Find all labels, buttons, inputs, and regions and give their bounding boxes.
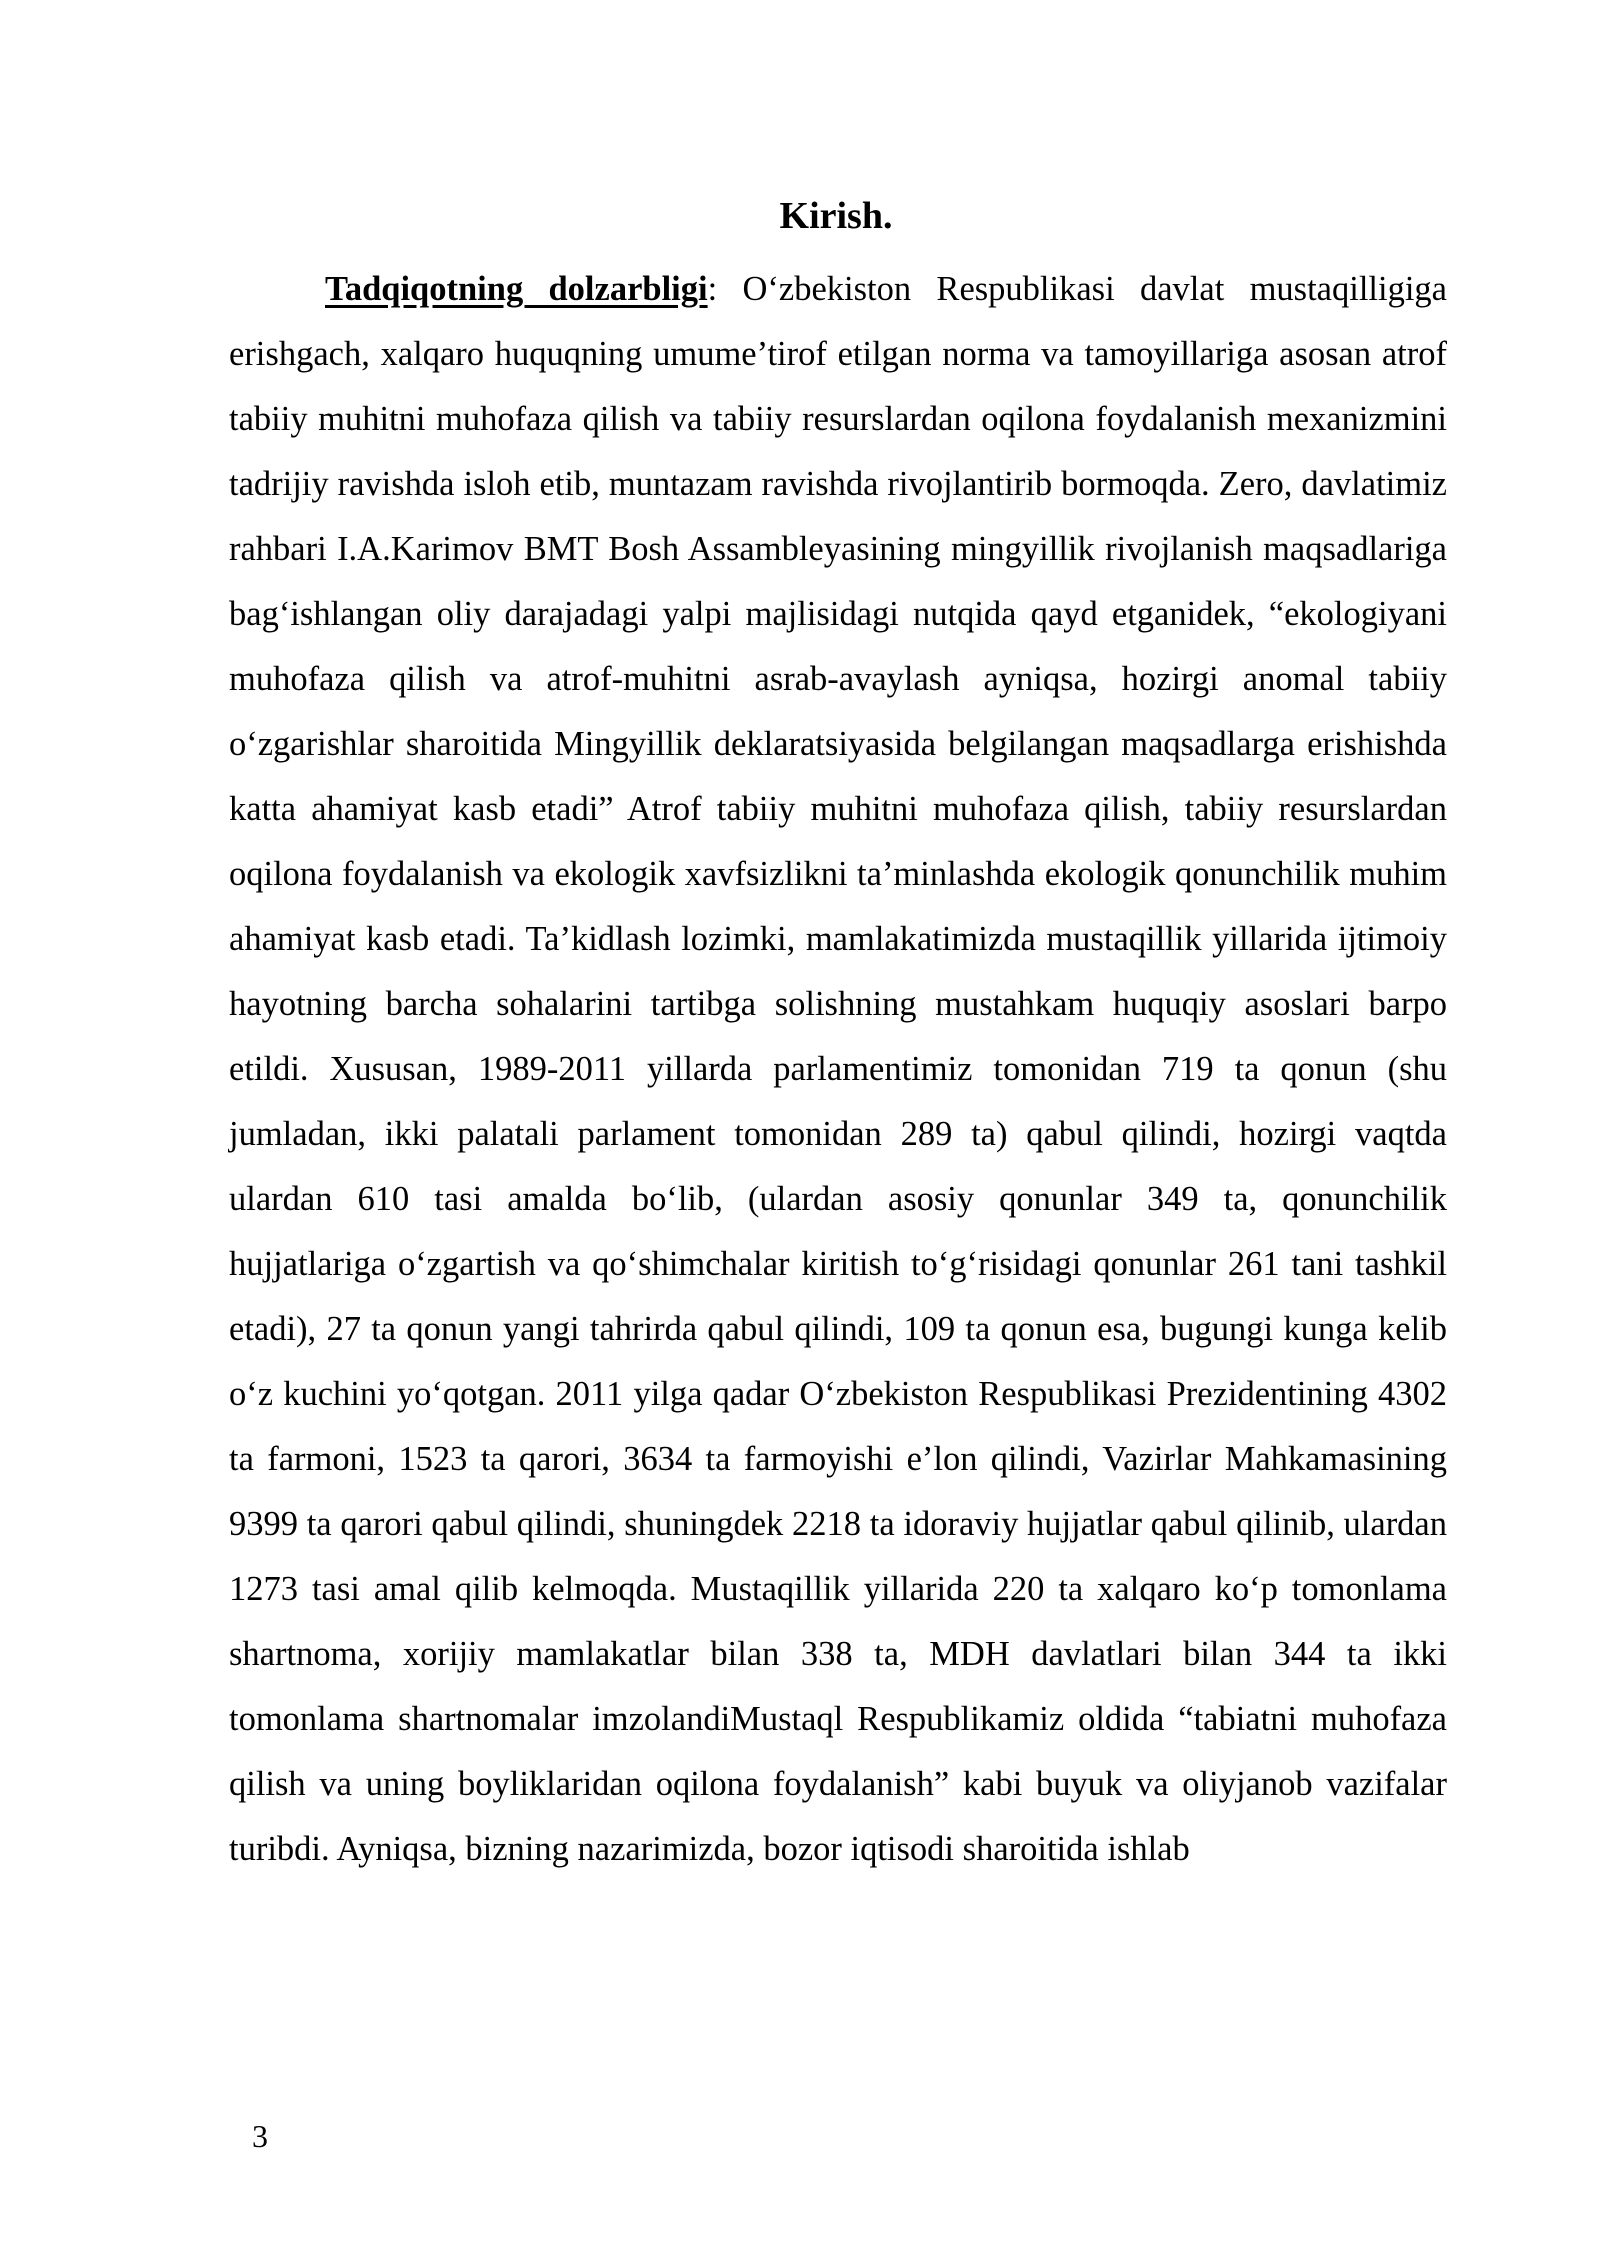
lead-separator: : [707, 270, 718, 308]
body-paragraph [229, 257, 1447, 1882]
page-number: 3 [252, 2118, 268, 2154]
paragraph-text: O‘zbekiston Respublikasi davlat mustaqilligiga erishgach, xalqaro huquqning umume’tirof etilgan norma va tamoyillariga asosan atrof tabiiy muhitni muhofaza qilish va tabiiy resurslardan oqilona foydalanish mexanizmini tadrijiy ravishda isloh etib, muntazam ravishda rivojlantirib bormoqda. Zero, davlatimiz rahbari I.A.Karimov BMT Bosh Assambleyasining mingyillik rivojlanish maqsadlariga bag‘ishlangan oliy darajadagi yalpi majlisidagi nutqida qayd etganidek, “ekologiyani muhofaza qilish va atrof-muhitni asrab-avaylash ayniqsa, hozirgi anomal tabiiy o‘zgarishlar sharoitida Mingyillik deklaratsiyasida belgilangan maqsadlarga erishishda katta ahamiyat kasb etadi” Atrof tabiiy muhitni muhofaza qilish, tabiiy resurslardan oqilona foydalanish va ekologik xavfsizlikni ta’minlashda ekologik qonunchilik muhim ahamiyat kasb etadi. Ta’kidlash lozimki, mamlakatimizda mustaqillik yillarida ijtimoiy hayotning barcha sohalarini tartibga solishning mustahkam huquqiy asoslari barpo etildi. Xususan, 1989-2011 yillarda parlamentimiz tomonidan 719 ta qonun (shu jumladan, ikki palatali parlament tomonidan 289 ta) qabul qilindi, hozirgi vaqtda ulardan 610 tasi amalda bo‘lib, (ulardan asosiy qonunlar 349 ta, qonunchilik hujjatlariga o‘zgartish va qo‘shimchalar kiritish to‘g‘risidagi qonunlar 261 tani tashkil etadi), 27 ta qonun yangi tahrirda qabul qilindi, 109 ta qonun esa, bugungi kunga kelib o‘z kuchini yo‘qotgan. 2011 yilga qadar O‘zbekiston Respublikasi Prezidentining 4302 ta farmoni, 1523 ta qarori, 3634 ta farmoyishi e’lon qilindi, Vazirlar Mahkamasining 9399 ta qarori qabul qilindi, shuningdek 2218 ta idoraviy hujjatlar qabul qilinib, ulardan 1273 tasi amal qilib kelmoqda. Mustaqillik yillarida 220 ta xalqaro ko‘p tomonlama shartnoma, xorijiy mamlakatlar bilan 338 ta, MDH davlatlari bilan 344 ta ikki tomonlama shartnomalar imzolandiMustaql Respublikamiz oldida “tabiatni muhofaza qilish va uning boyliklaridan oqilona foydalanish” kabi buyuk va oliyjanob vazifalar turibdi. Ayniqsa, bizning nazarimizda, bozor iqtisodi sharoitida ishlab [229, 270, 1447, 1868]
lead-term: Tadqiqotning dolzarbligi [325, 270, 708, 308]
section-title: Kirish. [779, 195, 893, 237]
